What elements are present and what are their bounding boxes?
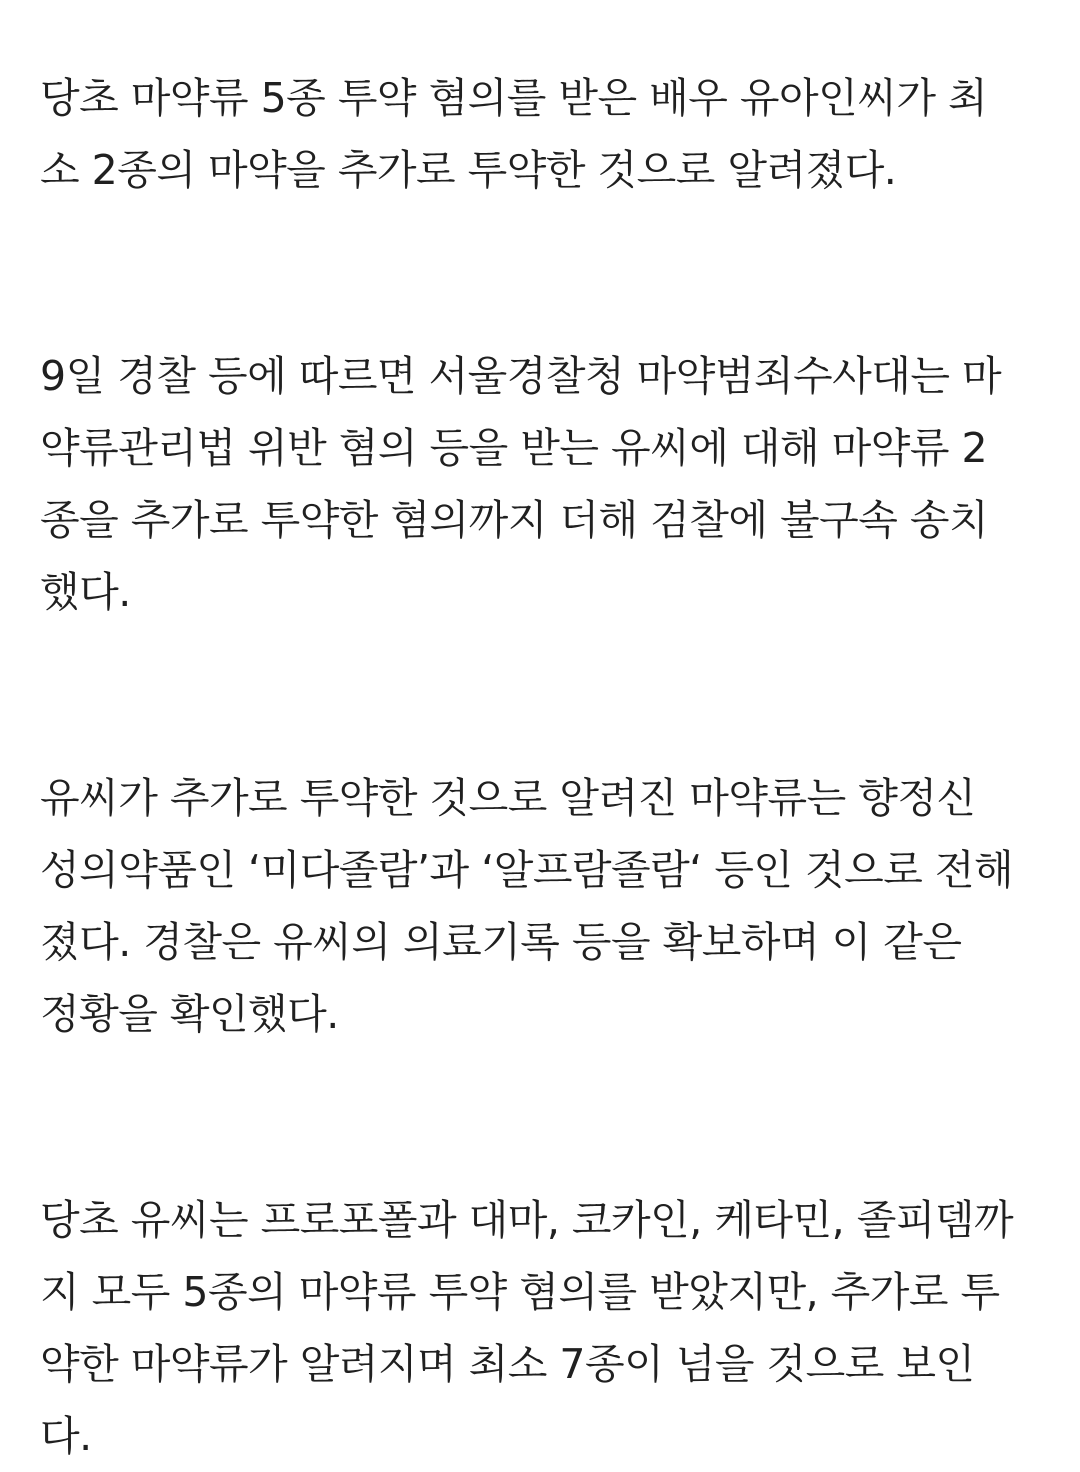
text-line: 약류관리법 위반 혐의 등을 받는 유씨에 대해 마약류 2 xyxy=(40,424,988,472)
text-line: 졌다. 경찰은 유씨의 의료기록 등을 확보하며 이 같은 xyxy=(40,918,962,966)
text-line: 했다. xyxy=(40,568,131,616)
paragraph-3 xyxy=(40,762,1050,1050)
text-line: 다. xyxy=(40,1412,92,1460)
paragraph-1 xyxy=(40,62,1050,206)
article-body xyxy=(40,62,1050,1472)
paragraph-2 xyxy=(40,340,1050,628)
text-line: 당초 유씨는 프로포폴과 대마, 코카인, 케타민, 졸피뎀까 xyxy=(40,1196,1014,1244)
paragraph-4 xyxy=(40,1184,1050,1472)
text-line: 정황을 확인했다. xyxy=(40,990,339,1038)
text-line: 유씨가 추가로 투약한 것으로 알려진 마약류는 향정신 xyxy=(40,774,976,822)
text-line: 성의약품인 ‘미다졸람’과 ‘알프람졸람‘ 등인 것으로 전해 xyxy=(40,846,1014,894)
text-line: 지 모두 5종의 마약류 투약 혐의를 받았지만, 추가로 투 xyxy=(40,1268,1000,1316)
text-line: 당초 마약류 5종 투약 혐의를 받은 배우 유아인씨가 최 xyxy=(40,74,988,122)
text-line: 종을 추가로 투약한 혐의까지 더해 검찰에 불구속 송치 xyxy=(40,496,989,544)
text-line: 9일 경찰 등에 따르면 서울경찰청 마약범죄수사대는 마 xyxy=(40,352,1002,400)
text-line: 약한 마약류가 알려지며 최소 7종이 넘을 것으로 보인 xyxy=(40,1340,975,1388)
text-line: 소 2종의 마약을 추가로 투약한 것으로 알려졌다. xyxy=(40,146,897,194)
